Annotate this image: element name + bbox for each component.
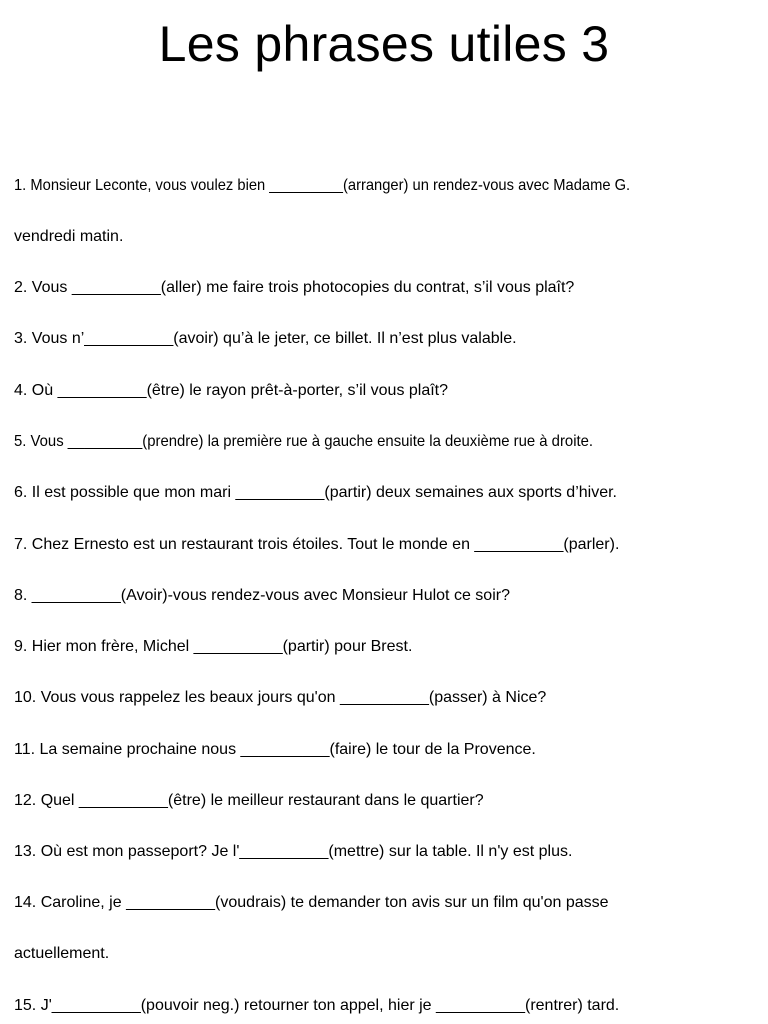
exercise-line-14: 14. Caroline, je __________(voudrais) te demander ton avis sur un film qu'on passe xyxy=(14,894,609,911)
exercise-line-11: 11. La semaine prochaine nous __________(faire) le tour de la Provence. xyxy=(14,741,536,758)
exercise-line-7: 7. Chez Ernesto est un restaurant trois étoiles. Tout le monde en __________(parler). xyxy=(14,536,620,553)
page-title: Les phrases utiles 3 xyxy=(158,16,610,72)
exercise-line-1: 1. Monsieur Leconte, vous voulez bien _________(arranger) un rendez-vous avec Madame G. xyxy=(14,177,631,194)
exercise-line-12: 12. Quel __________(être) le meilleur restaurant dans le quartier? xyxy=(14,792,484,809)
exercise-line-2: 2. Vous __________(aller) me faire trois photocopies du contrat, s’il vous plaît? xyxy=(14,279,575,296)
exercise-line-5: 5. Vous _________(prendre) la première rue à gauche ensuite la deuxième rue à droite. xyxy=(14,433,594,450)
exercise-line-15: 15. J'__________(pouvoir neg.) retourner ton appel, hier je __________(rentrer) tard. xyxy=(14,997,620,1014)
exercise-line-1-continued: vendredi matin. xyxy=(14,228,124,245)
exercise-line-8: 8. __________(Avoir)-vous rendez-vous avec Monsieur Hulot ce soir? xyxy=(14,587,510,604)
exercise-line-14-continued: actuellement. xyxy=(14,945,110,962)
exercise-line-4: 4. Où __________(être) le rayon prêt-à-porter, s’il vous plaît? xyxy=(14,382,449,399)
exercise-line-3: 3. Vous n’__________(avoir) qu’à le jeter, ce billet. Il n’est plus valable. xyxy=(14,330,517,347)
exercise-line-9: 9. Hier mon frère, Michel __________(partir) pour Brest. xyxy=(14,638,413,655)
exercise-line-10: 10. Vous vous rappelez les beaux jours qu'on __________(passer) à Nice? xyxy=(14,689,547,706)
exercise-line-13: 13. Où est mon passeport? Je l'__________(mettre) sur la table. Il n'y est plus. xyxy=(14,843,573,860)
exercise-line-6: 6. Il est possible que mon mari __________(partir) deux semaines aux sports d’hiver. xyxy=(14,484,617,501)
